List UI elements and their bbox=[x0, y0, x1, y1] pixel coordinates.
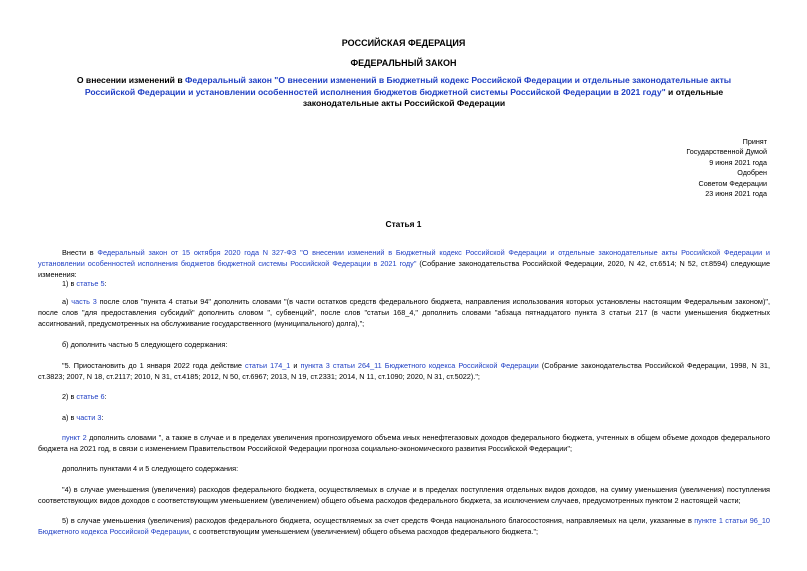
budget-code-link[interactable]: Бюджетного кодекса Российской Федерации bbox=[384, 361, 539, 370]
part-3-link[interactable]: часть 3 bbox=[71, 297, 97, 306]
acceptance-block bbox=[567, 137, 767, 200]
text: : bbox=[101, 413, 104, 422]
paragraph-item-2 bbox=[38, 392, 770, 403]
text: 2) в bbox=[62, 392, 77, 401]
paragraph-point-4: "4) в случае уменьшения (увеличения) расходов федерального бюджета, осуществляемых в случае и в пределах поступления отдельных видов доходов, на сумму уменьшения (увеличения) поступления соответствующих видов доходов с соответствующим уменьшением (увеличением) общего объема расходов федерального бюджета, за исключением случаев, предусмотренных пунктом 2 настоящей части; bbox=[38, 485, 770, 505]
text: (Собрание законодательства Российской Федерации, 2020, N 42, ст.6514; N 52, ст.8594) следующие изменения: bbox=[38, 258, 770, 279]
text: а) bbox=[62, 297, 72, 306]
article-174-1-link[interactable]: статьи 174_1 bbox=[245, 361, 291, 370]
accepted-by: Государственной Думой bbox=[686, 147, 767, 157]
title-suffix: и отдельные законодательные акты Российской Федерации bbox=[302, 86, 724, 109]
approved-by: Советом Федерации bbox=[698, 178, 767, 188]
title-prefix: О внесении изменений в bbox=[76, 75, 186, 85]
header-country: РОССИЙСКАЯ ФЕДЕРАЦИЯ bbox=[341, 38, 466, 48]
paragraph-point-5 bbox=[38, 516, 770, 538]
law-title-link[interactable]: "О внесении изменений в Бюджетный кодекс Российской Федерации и отдельные законодательные акты Российской Федерации и установлении особенностей исполнения бюджетов бюджетной системы Российской Федерации в 2021 году" bbox=[38, 248, 771, 268]
paragraph-add-points: дополнить пунктами 4 и 5 следующего содержания: bbox=[62, 464, 239, 473]
article-6-link[interactable]: статье 6 bbox=[76, 392, 105, 401]
paragraph-item-1 bbox=[38, 279, 770, 290]
article-heading: Статья 1 bbox=[385, 219, 422, 229]
text: (Собрание законодательства Российской Федерации, 1998, N 31, ст.3823; 2007, N 18, ст.2117; 2010, N 31, ст.4185; 2012, N 50, ст.6967; 2013, N 19, ст.2331; 2014, N 11, ст.1090; 2020, N 31, ст.5022)."; bbox=[38, 361, 770, 381]
paragraph-item-1b: б) дополнить частью 5 следующего содержания: bbox=[62, 340, 228, 349]
point-2-link[interactable]: пункт 2 bbox=[62, 433, 87, 442]
approved-label: Одобрен bbox=[737, 168, 767, 178]
text: "5. Приостановить до 1 января 2022 года действие bbox=[62, 361, 246, 370]
law-link[interactable]: Федеральный закон от 15 октября 2020 года N 327-ФЗ bbox=[97, 248, 297, 257]
part-3-link[interactable]: части 3 bbox=[76, 413, 102, 422]
paragraph-part-5 bbox=[38, 361, 770, 383]
point-1-article-96-10-link[interactable]: пункте 1 статьи 96_10 bbox=[694, 516, 770, 525]
paragraph-item-2a bbox=[38, 413, 770, 424]
text: 1) в bbox=[62, 279, 77, 288]
point-3-article-264-11-link[interactable]: пункта 3 статьи 264_11 bbox=[300, 361, 382, 370]
paragraph-intro bbox=[38, 248, 770, 281]
text: дополнить словами ", а также в случае и в пределах увеличения прогнозируемого объема иных ненефтегазовых доходов федерального бюджета, учтенных в общем объеме доходов федерального бюджета на 2021 год, в связи с изменением Правительством Российской Федерации прогноза социально-экономического развития Российской Федерации"; bbox=[38, 433, 771, 453]
header-law-type: ФЕДЕРАЛЬНЫЙ ЗАКОН bbox=[350, 58, 457, 68]
text: : bbox=[104, 392, 107, 401]
text: : bbox=[104, 279, 107, 288]
text: после слов "пункта 4 статьи 94" дополнить словами "(в части остатков средств федерального бюджета, направления использования которых установлены настоящим Федеральным законом)", после слов "для предоставления субсидий" дополнить словом ", субвенций", после слов "статьи 168_4," дополнить словами "абзаца пятнадцатого пункта 3 статьи 217 (в части уменьшения бюджетных ассигнований, предусмотренных на обслуживание государственного (муниципального) долга),"; bbox=[38, 297, 770, 328]
title-link[interactable]: Федеральный закон "О внесении изменений в Бюджетный кодекс Российской Федерации и отдельные законодательные акты Российской Федерации и установлении особенностей исполнения бюджетов бюджетной системы Российской Федерации в 2021 году" bbox=[84, 75, 732, 97]
accepted-label: Принят bbox=[742, 137, 767, 146]
law-title bbox=[60, 75, 748, 110]
text: Внести в bbox=[62, 248, 98, 257]
article-5-link[interactable]: статье 5 bbox=[76, 279, 105, 288]
accepted-date: 9 июня 2021 года bbox=[709, 157, 767, 167]
approved-date: 23 июня 2021 года bbox=[705, 189, 767, 199]
text: и bbox=[290, 361, 301, 370]
text: а) в bbox=[62, 413, 77, 422]
text: 5) в случае уменьшения (увеличения) расходов федерального бюджета, осуществляемых за счет средств Фонда национального благосостояния, направляемых на цели, указанные в bbox=[62, 516, 695, 525]
text: , с соответствующим уменьшением (увеличением) общего объема расходов федерального бюджета."; bbox=[188, 526, 539, 536]
paragraph-item-1a bbox=[38, 297, 770, 330]
budget-code-link[interactable]: Бюджетного кодекса Российской Федерации bbox=[38, 526, 189, 536]
paragraph-point-2 bbox=[38, 433, 770, 455]
